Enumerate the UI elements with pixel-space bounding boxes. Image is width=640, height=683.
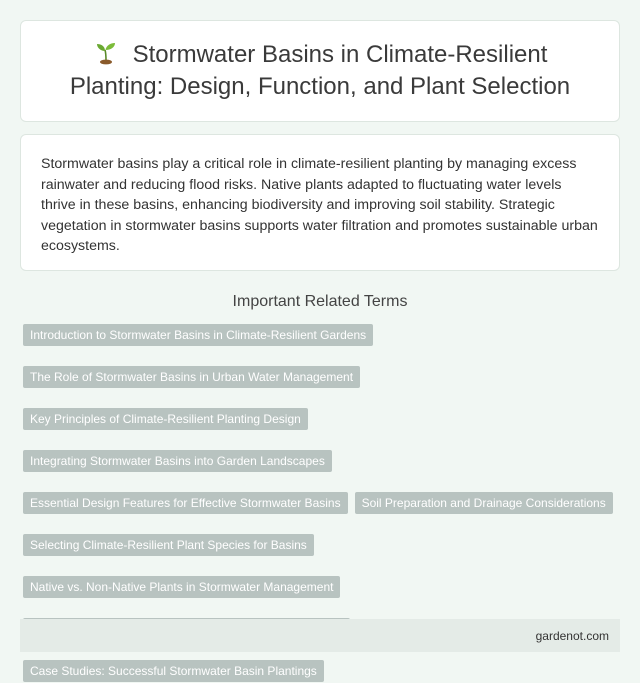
intro-paragraph: Stormwater basins play a critical role in climate-resilient planting by managing excess rainwater and reducing flood risks. Native plants adapted to fluctuating water levels thrive in these basins, enhancing biodiversity and improving soil stability. Strategic vegetation in stormwater basins supports water filtration and promotes sustainable urban ecosystems. xyxy=(41,156,598,254)
footer xyxy=(20,619,620,652)
sprout-icon xyxy=(93,41,119,65)
footer-site-link[interactable]: gardenot.com xyxy=(535,628,609,643)
related-term-tag[interactable]: Native vs. Non-Native Plants in Stormwater Management xyxy=(23,576,340,598)
related-term-tag[interactable]: Case Studies: Successful Stormwater Basin Plantings xyxy=(23,660,324,682)
related-term-tag[interactable]: Integrating Stormwater Basins into Garden Landscapes xyxy=(23,450,332,472)
related-term-tag[interactable]: Soil Preparation and Drainage Considerations xyxy=(355,492,613,514)
related-term-tag[interactable]: The Role of Stormwater Basins in Urban Water Management xyxy=(23,366,360,388)
related-term-tag[interactable]: Key Principles of Climate-Resilient Planting Design xyxy=(23,408,308,430)
intro-card xyxy=(20,134,620,271)
title-card xyxy=(20,20,620,122)
related-term-tag[interactable]: Selecting Climate-Resilient Plant Species for Basins xyxy=(23,534,314,556)
related-term-tag[interactable]: Essential Design Features for Effective Stormwater Basins xyxy=(23,492,348,514)
related-term-tag[interactable]: Introduction to Stormwater Basins in Climate-Resilient Gardens xyxy=(23,324,373,346)
page-title-text: Stormwater Basins in Climate-Resilient Planting: Design, Function, and Plant Selection xyxy=(69,41,571,100)
page-title xyxy=(61,39,579,103)
related-terms-heading: Important Related Terms xyxy=(232,293,408,310)
